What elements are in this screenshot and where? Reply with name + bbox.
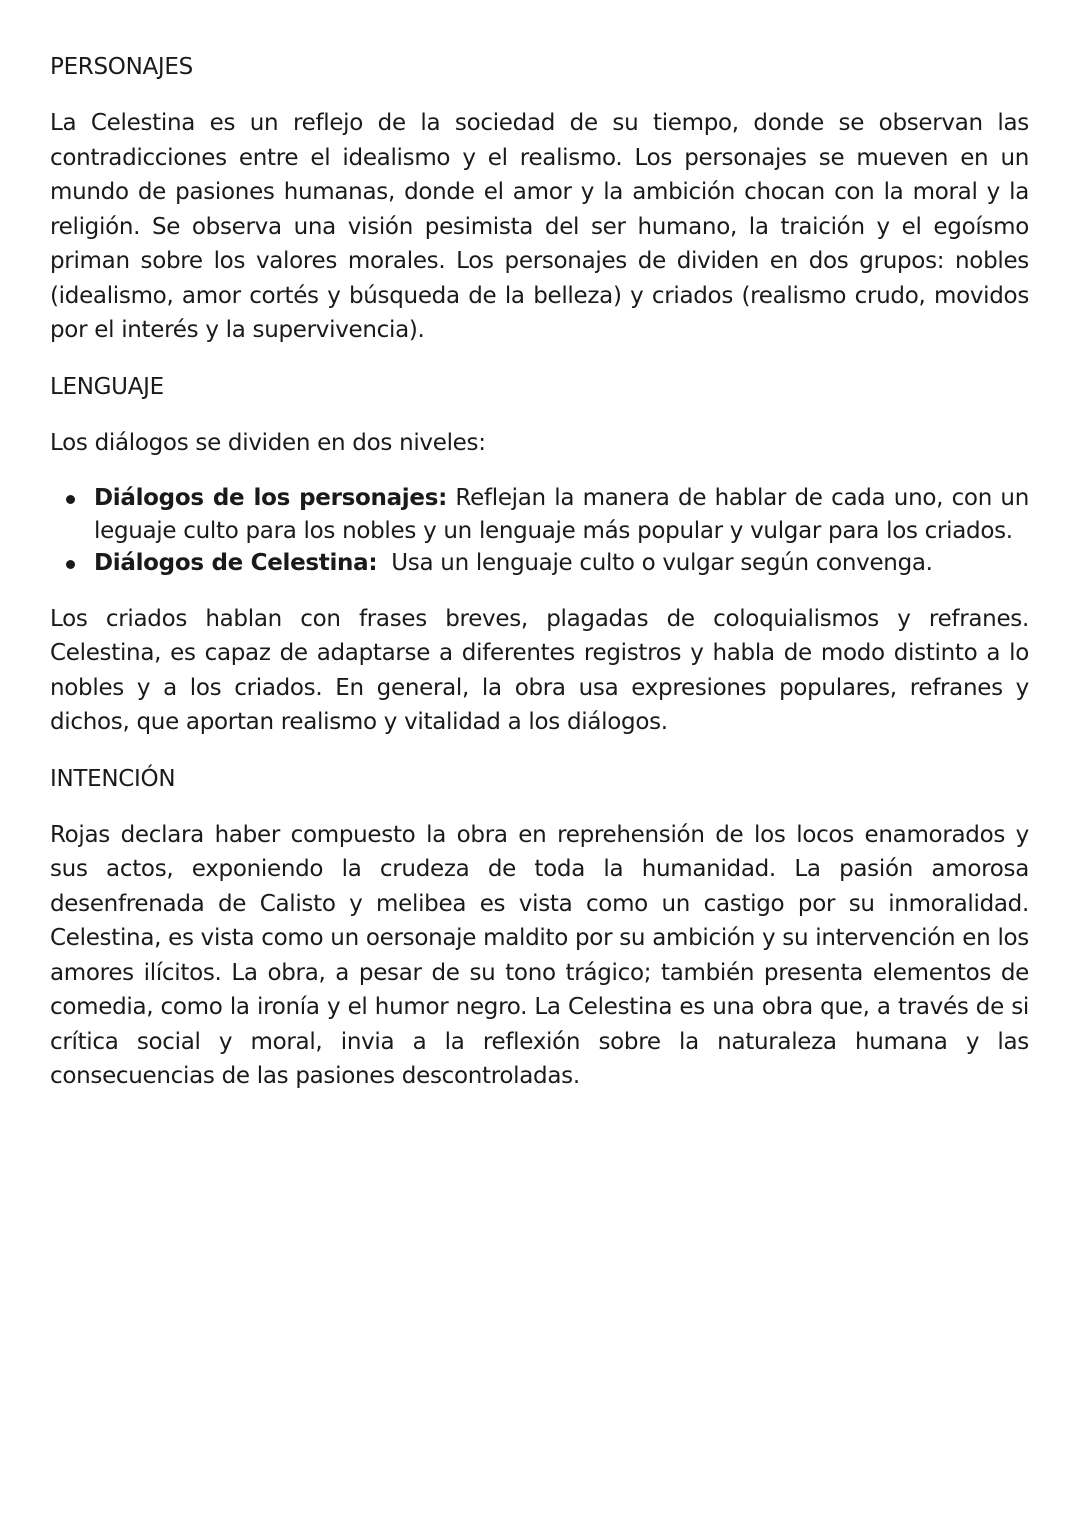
document-page bbox=[50, 50, 1029, 1116]
paragraph-lenguaje-intro: Los diálogos se dividen en dos niveles: bbox=[50, 429, 486, 456]
paragraph-personajes: La Celestina es un reflejo de la sociedad de su tiempo, donde se observan las contradicciones entre el idealismo y el realismo. Los personajes se mueven en un mundo de pasiones humanas, donde el amor y la ambición chocan con la moral y la religión. Se observa una visión pesimista del ser humano, la traición y el egoísmo priman sobre los valores morales. Los personajes de dividen en dos grupos: nobles (idealismo, amor cortés y búsqueda de la belleza) y criados (realismo crudo, movidos por el interés y la supervivencia). bbox=[50, 110, 1029, 343]
section-heading-personajes: PERSONAJES bbox=[50, 54, 193, 80]
dialogue-levels-list bbox=[50, 482, 1029, 580]
list-item bbox=[94, 482, 1029, 547]
list-item-text: Reflejan la manera de hablar de cada uno, con un leguaje culto para los nobles y un lenguaje más popular y vulgar para los criados. bbox=[94, 485, 1029, 544]
bullet-icon bbox=[66, 560, 75, 569]
list-item-term: Diálogos de Celestina: bbox=[94, 550, 378, 576]
paragraph-intencion: Rojas declara haber compuesto la obra en reprehensión de los locos enamorados y sus actos, exponiendo la crudeza de toda la humanidad. La pasión amorosa desenfrenada de Calisto y melibea es vista como un castigo por su inmoralidad. Celestina, es vista como un oersonaje maldito por su ambición y su intervención en los amores ilícitos. La obra, a pesar de su tono trágico; también presenta elementos de comedia, como la ironía y el humor negro. La Celestina es una obra que, a través de si crítica social y moral, invia a la reflexión sobre la naturaleza humana y las consecuencias de las pasiones descontroladas. bbox=[50, 821, 1029, 1089]
list-item-text: Usa un lenguaje culto o vulgar según convenga. bbox=[377, 550, 933, 576]
list-item bbox=[94, 547, 1029, 580]
paragraph-lenguaje: Los criados hablan con frases breves, plagadas de coloquialismos y refranes. Celestina, es capaz de adaptarse a diferentes registros y habla de modo distinto a lo nobles y a los criados. En general, la obra usa expresiones populares, refranes y dichos, que aportan realismo y vitalidad a los diálogos. bbox=[50, 605, 1029, 735]
section-heading-lenguaje: LENGUAJE bbox=[50, 373, 164, 400]
list-item-term: Diálogos de los personajes: bbox=[94, 485, 447, 511]
section-heading-intencion: INTENCIÓN bbox=[50, 765, 176, 792]
bullet-icon bbox=[66, 495, 75, 504]
